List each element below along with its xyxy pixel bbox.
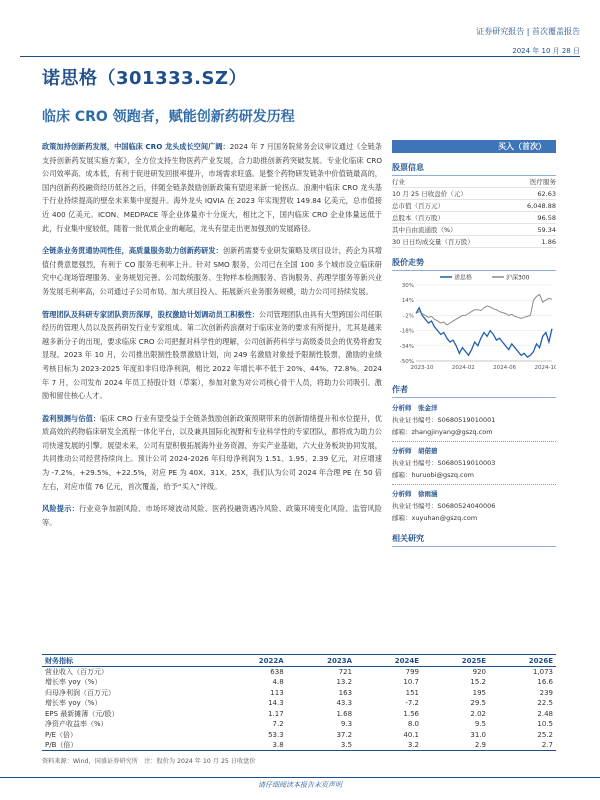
table-header: 2026E	[489, 655, 556, 667]
analyst-email[interactable]: 邮箱：huruobi@gszq.com	[392, 471, 474, 479]
footer-disclaimer: 请仔细阅读本报告末页声明	[258, 781, 342, 789]
stock-info-label: 总股本（百万股）	[392, 214, 444, 222]
table-cell: 721	[338, 668, 353, 676]
paragraph-body: 临床 CRO 行业有望受益于全链条鼓励创新政策预期带来的创新情绪提升和水位提升，优质高效的药物临床研发全流程一体化平台，以及兼具国际化视野和专业科学性的专家团队，都将成为助力公司快速发展的引擎。展望未来，公司有望积极拓展海外业务资源，夯实产业基础，六大业务板块协同发展，共同推动公司经营持续向上。预计公司 2024-2026 年归母净利润为 1.51、1.95、2.39 亿元，对应增速为 -7.2%、+29.5%、+22.5%，对应 PE 为 40X、31X、25X，我们认为公司 2024 年合理 PE 在 50 倍左右，对应市值 76 亿元，首次覆盖，给予“买入”评级。	[42, 413, 382, 491]
table-cell: 239	[539, 688, 553, 697]
table-row	[42, 677, 556, 688]
row-label: P/B（倍）	[42, 740, 218, 751]
analyst-name: 张金洋	[418, 404, 438, 412]
table-header: 2022A	[218, 655, 286, 667]
table-cell: 16.6	[537, 678, 553, 687]
price-chart-svg	[392, 271, 556, 373]
analyst-email[interactable]: 邮箱：xuyuhan@gszq.com	[392, 514, 478, 522]
table-cell: 29.5	[470, 699, 486, 708]
stock-info-label: 10 月 25 日收盘价（元）	[392, 190, 467, 198]
x-tick-label: 2023-10	[410, 365, 434, 371]
stock-info-value: 59.34	[537, 226, 556, 234]
table-cell: 195	[472, 688, 486, 697]
paragraph-body: 2024 年 7 月国务院常务会议审议通过《全链条支持创新药发展实施方案》，全方位支持生物医药产业发展，合力助推创新药突破发展。专业化临床 CRO 公司效率高、成本低，有利于促进研发回报率提升，市场需求旺盛。是整个药物研发链条中价值链最高的，国内创新药投融资经历低谷之后，伴随全链条鼓励创新政策有望迎来新一轮拐点。浪潮中临床 CRO 龙头基于行业持续提高的壁垒未来集中度提升。海外龙头 IQVIA 在 2023 年实现营收 149.84 亿美元，总市值接近 400 亿美元。ICON、MEDPACE 等企业体量亦十分庞大，相比之下，国内临床 CRO 企业体量远低于此，行业集中度较低，随着一批优质企业的崛起，龙头有望走出更加强劲的发展路径。	[42, 142, 382, 233]
row-label: 增长率 yoy（%）	[45, 699, 102, 708]
report-header	[476, 26, 580, 56]
rating-badge: 买入（首次）	[392, 140, 556, 153]
table-cell: 2.9	[422, 740, 489, 751]
table-row	[42, 667, 556, 678]
table-cell: 151	[405, 688, 420, 697]
analyst-name-row	[392, 445, 556, 457]
table-header: 财务指标	[42, 655, 218, 667]
analyst-name: 徐雨涵	[418, 490, 438, 498]
analyst-cert: 执业证书编号：S0680519010001	[392, 416, 496, 424]
paragraph-lead: 管理团队及科研专家团队资历深厚，股权激励计划调动员工积极性：	[42, 309, 260, 319]
price-trend-title: 股价走势	[392, 257, 556, 271]
authors-title: 作者	[392, 384, 556, 398]
analyst-name: 胡偌碧	[418, 447, 438, 455]
paragraph-management	[42, 308, 382, 403]
row-label: P/E（倍）	[45, 730, 78, 739]
table-row	[42, 709, 556, 720]
summary-column	[42, 140, 382, 538]
table-source-note: 资料来源：Wind，国盛证券研究所 注：股价为 2024 年 10 月 25 日收盘价	[42, 758, 256, 765]
stock-info-value: 96.58	[537, 214, 556, 222]
stock-info-value: 62.63	[537, 190, 556, 198]
table-cell: 13.2	[336, 678, 353, 687]
row-label: 归母净利润（百万元）	[45, 688, 115, 697]
stock-info-label: 其中自由流通股（%）	[392, 226, 457, 234]
stock-info-label: 行业	[392, 178, 405, 186]
y-tick-label: -34%	[399, 343, 414, 350]
table-cell: 9.5	[474, 720, 486, 729]
header-divider	[20, 56, 580, 57]
table-cell: 22.5	[537, 699, 553, 708]
x-tick-label: 2024-02	[451, 365, 475, 371]
table-cell: 15.2	[470, 678, 486, 687]
analyst-name-row	[392, 402, 556, 414]
report-headline: 临床 CRO 领跑者，赋能创新药研发历程	[42, 109, 295, 125]
analyst-role: 分析师	[392, 404, 412, 412]
stock-info-label: 总市值（百万元）	[392, 202, 444, 210]
paragraph-lead: 全链条业务贯通协同性佳，高质量服务助力创新药研发：	[42, 246, 223, 256]
table-header-row	[42, 655, 556, 667]
table-cell: 1,073	[532, 668, 553, 676]
report-date: 2024 年 10 月 28 日	[512, 47, 580, 55]
table-cell: 2.7	[489, 740, 556, 751]
paragraph-body: 行业竞争加剧风险、市场环境波动风险、医药投融资遇冷风险、政策环境变化风险、监管风险等。	[42, 504, 382, 527]
table-cell: 10.5	[537, 720, 553, 729]
paragraph-policy	[42, 140, 382, 235]
table-cell: 1.17	[268, 709, 284, 718]
paragraph-risk	[42, 502, 382, 529]
related-reports-title: 相关研究	[392, 533, 556, 547]
stock-info-row	[392, 176, 556, 188]
stock-info-label: 30 日日均成交量（百万股）	[392, 238, 474, 246]
table-cell: -7.2	[405, 699, 420, 708]
company-title: 诺思格（301333.SZ）	[42, 68, 247, 89]
price-chart	[392, 271, 556, 375]
stock-info-row	[392, 188, 556, 200]
y-tick-label: -18%	[399, 328, 414, 335]
y-tick-label: 14%	[401, 298, 414, 305]
legend-label-stock: 诺思格	[454, 274, 473, 282]
table-cell: 2.48	[537, 709, 553, 718]
stock-info-row	[392, 236, 556, 248]
table-cell: 3.2	[355, 740, 422, 751]
table-cell: 7.2	[272, 720, 284, 729]
table-cell: 920	[472, 668, 486, 676]
table-cell: 40.1	[403, 730, 420, 739]
table-cell: 31.0	[470, 730, 486, 739]
table-row	[42, 719, 556, 730]
row-label: 净资产收益率（%）	[45, 720, 108, 729]
table-cell: 10.7	[403, 678, 420, 687]
sidebar	[392, 140, 556, 547]
y-tick-label: -50%	[399, 359, 414, 365]
analyst-cert: 执业证书编号：S0680524040006	[392, 502, 496, 510]
paragraph-body: 创新药需要专业研发策略及项目设计，药企为其增值付费意愿强烈，有利于 CO 服务毛利率上升。针对 SMO 服务，公司已在全国 100 多个城市设立临床研究中心现场管理服务、业务规划完善。公司数统服务、生物样本检测服务、咨询服务、药理学服务等新兴业务发展毛利率高，公司通过子公司布局、加大项目投入、拓展新兴业务服务规模，助力公司可持续发展。	[42, 246, 382, 296]
table-cell: 8.0	[407, 720, 420, 729]
paragraph-valuation	[42, 412, 382, 494]
analyst-block	[392, 402, 556, 524]
stock-info-value: 1.86	[541, 238, 556, 246]
table-row	[42, 730, 556, 741]
table-cell: 37.2	[336, 730, 353, 739]
table-cell: 4.8	[272, 678, 284, 687]
table-cell: 43.3	[336, 699, 353, 708]
table-cell: 1.56	[403, 709, 420, 718]
table-cell: 2.02	[470, 709, 486, 718]
table-header: 2024E	[355, 655, 422, 667]
analyst-role: 分析师	[392, 490, 412, 498]
table-cell: 163	[338, 688, 353, 697]
table-cell: 3.8	[218, 740, 286, 751]
paragraph-body: 公司管理团队由具有大型跨国公司任职经历的管理人员以及医药研发行业专家组成。第二次创新药浪潮对于临床业务的要求有所提升，尤其是越来越多新分子的出现，要求临床 CRO 公司把握对科学性的理解，公司创新药科学与高级委员会的优势将愈发显现。2023 年 10 月，公司推出限制性股票激励计划，向 249 名激励对象授予限制性股票，激励的业绩考核目标为 2023-2025 年度扣非归母净利润，相比 2022 年增长率不低于 20%、44%、72.8%。2024 年 7 月，公司发布 2024 年员工持股计划（草案），参加对象为对公司核心骨干人员，将助力公司吸引、激励和留住核心人才。	[42, 309, 382, 401]
table-cell: 113	[270, 688, 284, 697]
y-tick-label: -2%	[403, 313, 414, 320]
table-row	[42, 698, 556, 709]
analyst-email[interactable]: 邮箱：zhangjinyang@gszq.com	[392, 428, 493, 436]
table-cell: 799	[405, 668, 420, 676]
analyst-divider	[392, 484, 556, 485]
paragraph-business	[42, 244, 382, 298]
footer-divider	[0, 777, 600, 778]
table-cell: 14.3	[268, 699, 284, 708]
stock-info-row	[392, 212, 556, 224]
analyst-divider	[392, 441, 556, 442]
stock-info-row	[392, 200, 556, 212]
table-cell: 3.5	[287, 740, 355, 751]
y-tick-label: 30%	[401, 283, 414, 289]
x-tick-label: 2024-10	[534, 365, 556, 371]
stock-info-value: 医疗服务	[530, 178, 556, 186]
financial-table	[42, 654, 556, 751]
stock-info-row	[392, 224, 556, 236]
table-header: 2023A	[287, 655, 355, 667]
analyst-name-row	[392, 488, 556, 500]
table-cell: 25.2	[537, 730, 553, 739]
table-cell: 53.3	[268, 730, 284, 739]
table-header: 2025E	[422, 655, 489, 667]
series-line-index	[416, 295, 552, 325]
paragraph-lead: 政策加持创新药发展，中国临床 CRO 龙头成长空间广阔：	[42, 142, 230, 151]
x-tick-label: 2024-06	[493, 365, 517, 371]
row-label: 增长率 yoy（%）	[45, 678, 102, 687]
report-category: 证券研究报告 | 首次覆盖报告	[476, 27, 580, 36]
analyst-cert: 执业证书编号：S0680519010003	[392, 459, 496, 467]
stock-info-title: 股票信息	[392, 162, 556, 176]
table-cell: 638	[270, 668, 284, 676]
table-cell: 1.68	[336, 709, 353, 718]
row-label: EPS 最新摊薄（元/股）	[45, 709, 119, 718]
table-cell: 9.3	[340, 720, 353, 729]
paragraph-lead: 盈利预测与估值：	[42, 413, 101, 423]
paragraph-lead: 风险提示：	[42, 504, 79, 514]
legend-label-index: 沪深300	[506, 274, 530, 282]
table-row	[42, 688, 556, 699]
table-row	[42, 740, 556, 751]
analyst-role: 分析师	[392, 447, 412, 455]
row-label: 营业收入（百万元）	[45, 668, 108, 676]
stock-info-value: 6,048.88	[527, 202, 556, 210]
